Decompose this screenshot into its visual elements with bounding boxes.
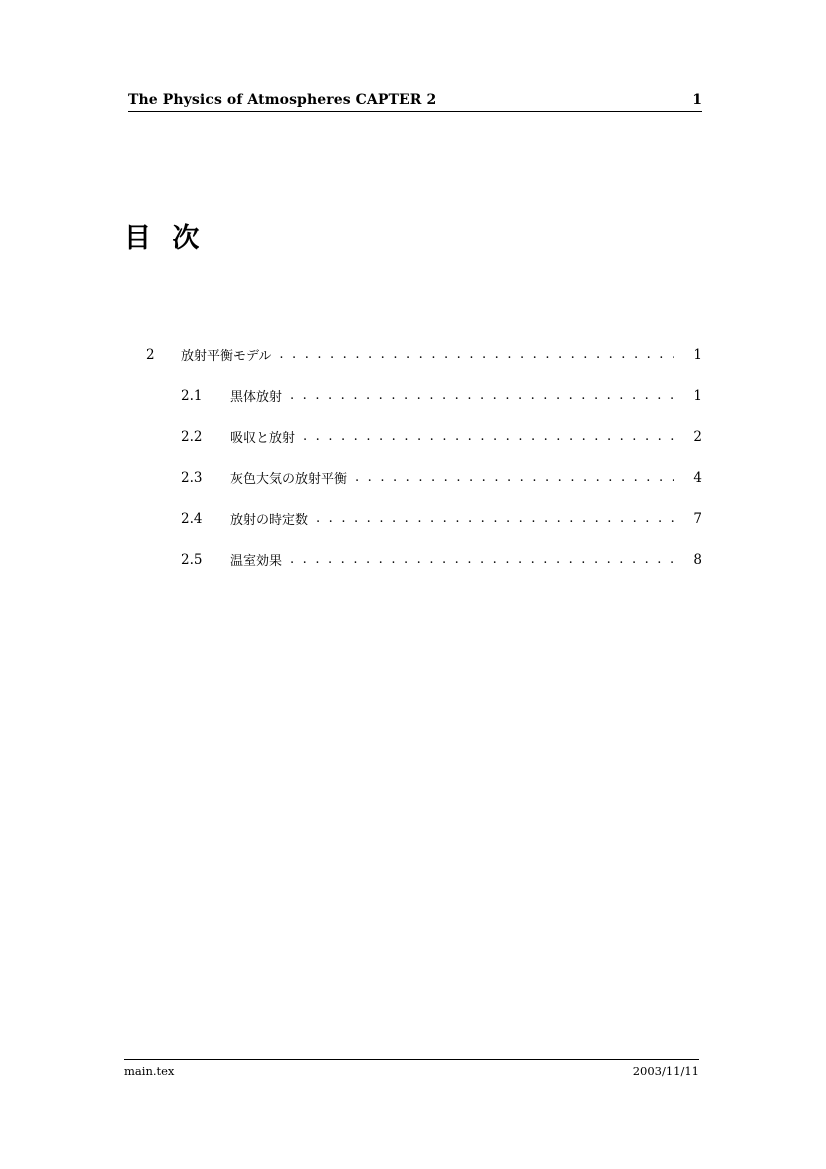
table-of-contents	[146, 334, 702, 580]
running-footer	[124, 1059, 699, 1078]
dot-leader	[290, 388, 674, 403]
toc-entry-page: 7	[693, 510, 702, 527]
toc-entry-section-2-5[interactable]	[146, 539, 702, 580]
toc-entry-number: 2.2	[181, 428, 203, 445]
toc-entry-label: 吸収と放射	[230, 431, 296, 446]
footer-filename: main.tex	[124, 1064, 175, 1078]
footer-date: 2003/11/11	[632, 1064, 699, 1078]
toc-entry-section-2-1[interactable]	[146, 375, 702, 416]
toc-entry-page: 8	[693, 551, 702, 568]
dot-leader	[290, 552, 674, 567]
toc-entry-label: 黒体放射	[230, 390, 283, 405]
toc-entry-chapter-2[interactable]	[146, 334, 702, 375]
running-header	[128, 90, 702, 112]
toc-entry-number: 2.5	[181, 551, 203, 568]
toc-entry-number: 2.4	[181, 510, 203, 527]
toc-entry-page: 1	[693, 387, 702, 404]
toc-heading: 目 次	[124, 223, 206, 254]
toc-entry-number: 2	[146, 346, 155, 363]
toc-entry-page: 4	[693, 469, 702, 486]
dot-leader	[355, 470, 674, 485]
dot-leader	[316, 511, 674, 526]
header-page-number: 1	[692, 92, 702, 108]
toc-entry-label: 放射の時定数	[230, 513, 309, 528]
toc-entry-page: 2	[693, 428, 702, 445]
toc-entry-label: 放射平衡モデル	[181, 349, 272, 364]
toc-entry-number: 2.3	[181, 469, 203, 486]
toc-entry-label: 灰色大気の放射平衡	[230, 472, 348, 487]
header-title: The Physics of Atmospheres CAPTER 2	[128, 92, 437, 108]
dot-leader	[279, 347, 674, 362]
toc-entry-page: 1	[693, 346, 702, 363]
toc-entry-section-2-3[interactable]	[146, 457, 702, 498]
toc-entry-section-2-2[interactable]	[146, 416, 702, 457]
toc-entry-label: 温室効果	[230, 554, 283, 569]
toc-entry-number: 2.1	[181, 387, 203, 404]
toc-entry-section-2-4[interactable]	[146, 498, 702, 539]
dot-leader	[303, 429, 674, 444]
